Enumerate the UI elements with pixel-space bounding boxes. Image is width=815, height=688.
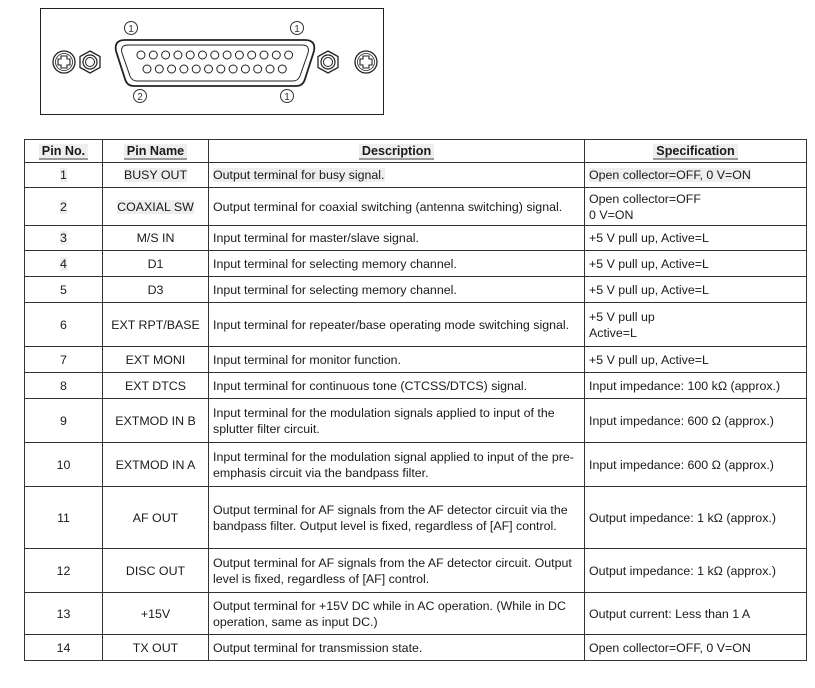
table-row	[25, 347, 807, 373]
pin-specification: Open collector=OFF, 0 V=ON	[585, 163, 807, 188]
pin-no: 4	[25, 251, 103, 277]
pin-hole	[180, 65, 188, 73]
connector-diagram	[40, 8, 384, 115]
table-row	[25, 549, 807, 593]
pin-specification: Input impedance: 100 kΩ (approx.)	[585, 373, 807, 399]
table-header-row	[25, 140, 807, 163]
pin-description: Output terminal for +15V DC while in AC operation. (While in DC operation, same as input DC.)	[209, 593, 585, 635]
pin-description: Input terminal for repeater/base operating mode switching signal.	[209, 303, 585, 347]
pin-no: 5	[25, 277, 103, 303]
table-row	[25, 188, 807, 226]
pin-hole	[217, 65, 225, 73]
pin-name: DISC OUT	[103, 549, 209, 593]
table-row	[25, 373, 807, 399]
table-row	[25, 399, 807, 443]
pin-name: TX OUT	[103, 635, 209, 661]
left-screw-icon	[53, 51, 75, 73]
table-row	[25, 635, 807, 661]
right-screw-icon	[355, 51, 377, 73]
pin-no: 8	[25, 373, 103, 399]
pin-hole	[143, 65, 151, 73]
pin-hole	[248, 51, 256, 59]
pin-no: 6	[25, 303, 103, 347]
pin-specification: +5 V pull up, Active=L	[585, 226, 807, 251]
db25-shell	[116, 40, 315, 86]
pin-name: EXTMOD IN B	[103, 399, 209, 443]
pin-hole	[229, 65, 237, 73]
pin-hole	[155, 65, 163, 73]
table-row	[25, 226, 807, 251]
table-row	[25, 163, 807, 188]
pin-hole	[149, 51, 157, 59]
pin-hole	[205, 65, 213, 73]
pin-hole	[272, 51, 280, 59]
pin-description: Output terminal for coaxial switching (antenna switching) signal.	[209, 188, 585, 226]
pin-name: COAXIAL SW	[103, 188, 209, 226]
pin-description: Input terminal for continuous tone (CTCSS/DTCS) signal.	[209, 373, 585, 399]
left-standoff-icon	[80, 51, 100, 73]
table-row	[25, 593, 807, 635]
pin-no: 9	[25, 399, 103, 443]
svg-text:1: 1	[284, 92, 290, 103]
header-pin-no: Pin No.	[25, 140, 103, 163]
pin-grid	[137, 51, 293, 73]
pin-hole	[254, 65, 262, 73]
header-description: Description	[209, 140, 585, 163]
pin-hole	[199, 51, 207, 59]
pin-hole	[235, 51, 243, 59]
pin-hole	[285, 51, 293, 59]
db25-connector-illustration	[41, 9, 385, 116]
svg-text:2: 2	[137, 92, 143, 103]
pin-specification: Open collector=OFF, 0 V=ON	[585, 635, 807, 661]
pin-specification: Output impedance: 1 kΩ (approx.)	[585, 549, 807, 593]
pin-hole	[241, 65, 249, 73]
pin-no: 11	[25, 487, 103, 549]
pin-hole	[278, 65, 286, 73]
pin-hole	[137, 51, 145, 59]
pin-description: Input terminal for the modulation signals applied to input of the splutter filter circuit.	[209, 399, 585, 443]
pin-specification: +5 V pull up Active=L	[585, 303, 807, 347]
pin-description: Output terminal for busy signal.	[209, 163, 585, 188]
svg-text:1: 1	[294, 24, 300, 35]
pin-description: Output terminal for AF signals from the AF detector circuit. Output level is fixed, regardless of [AF] control.	[209, 549, 585, 593]
pin-name: EXTMOD IN A	[103, 443, 209, 487]
pin-hole	[162, 51, 170, 59]
pin-specification: Input impedance: 600 Ω (approx.)	[585, 443, 807, 487]
pin-hole	[174, 51, 182, 59]
pin-specification: Input impedance: 600 Ω (approx.)	[585, 399, 807, 443]
header-specification: Specification	[585, 140, 807, 163]
table-row	[25, 303, 807, 347]
pin-description: Output terminal for AF signals from the AF detector circuit via the bandpass filter. Output level is fixed, regardless of [AF] control.	[209, 487, 585, 549]
pin-no: 10	[25, 443, 103, 487]
pin-hole	[168, 65, 176, 73]
pin-specification: Output current: Less than 1 A	[585, 593, 807, 635]
callout-top-right	[291, 22, 304, 36]
pin-name: AF OUT	[103, 487, 209, 549]
pin-hole	[192, 65, 200, 73]
pin-no: 1	[25, 163, 103, 188]
table-row	[25, 443, 807, 487]
pin-description: Input terminal for selecting memory channel.	[209, 251, 585, 277]
pin-no: 2	[25, 188, 103, 226]
header-pin-name: Pin Name	[103, 140, 209, 163]
pin-specification: +5 V pull up, Active=L	[585, 277, 807, 303]
table-row	[25, 277, 807, 303]
pin-no: 3	[25, 226, 103, 251]
pin-name: M/S IN	[103, 226, 209, 251]
right-standoff-icon	[318, 51, 338, 73]
pin-hole	[266, 65, 274, 73]
pin-description: Input terminal for the modulation signal applied to input of the pre-emphasis circuit via the bandpass filter.	[209, 443, 585, 487]
table-row	[25, 251, 807, 277]
pin-description: Input terminal for monitor function.	[209, 347, 585, 373]
pin-name: D1	[103, 251, 209, 277]
pin-specification: +5 V pull up, Active=L	[585, 251, 807, 277]
table-row	[25, 487, 807, 549]
pin-no: 12	[25, 549, 103, 593]
pin-hole	[186, 51, 194, 59]
pin-no: 14	[25, 635, 103, 661]
pin-hole	[260, 51, 268, 59]
pin-hole	[211, 51, 219, 59]
pin-description: Input terminal for master/slave signal.	[209, 226, 585, 251]
svg-text:1: 1	[128, 24, 134, 35]
pin-name: +15V	[103, 593, 209, 635]
pin-name: EXT RPT/BASE	[103, 303, 209, 347]
callout-bottom-left	[134, 90, 147, 104]
pin-specification: Output impedance: 1 kΩ (approx.)	[585, 487, 807, 549]
pin-description: Input terminal for selecting memory channel.	[209, 277, 585, 303]
callout-bottom-right	[281, 90, 294, 104]
pin-hole	[223, 51, 231, 59]
pin-name: D3	[103, 277, 209, 303]
pin-name: BUSY OUT	[103, 163, 209, 188]
pin-specification: Open collector=OFF 0 V=ON	[585, 188, 807, 226]
pin-no: 13	[25, 593, 103, 635]
callout-top-left	[125, 22, 138, 36]
pin-name: EXT DTCS	[103, 373, 209, 399]
pin-assignment-table	[24, 139, 807, 661]
pin-specification: +5 V pull up, Active=L	[585, 347, 807, 373]
pin-no: 7	[25, 347, 103, 373]
pin-description: Output terminal for transmission state.	[209, 635, 585, 661]
pin-name: EXT MONI	[103, 347, 209, 373]
